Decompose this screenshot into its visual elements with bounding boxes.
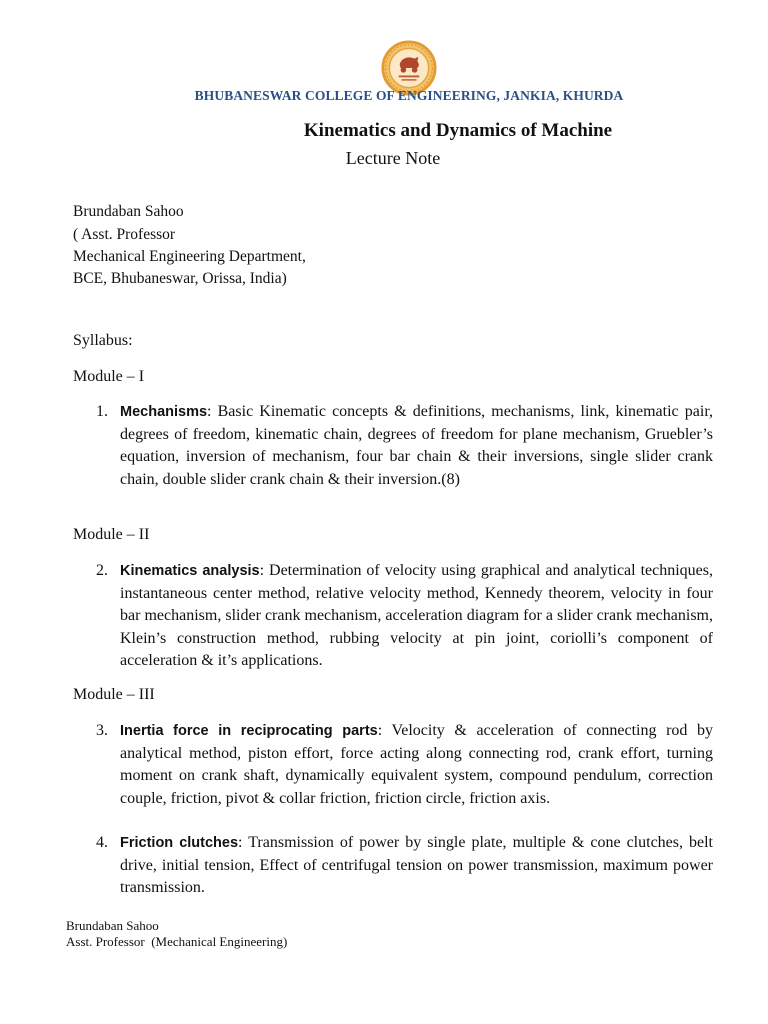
item-keyword: Friction clutches <box>120 835 239 851</box>
module-heading-1: Module – I <box>73 368 145 385</box>
footer-name: Brundaban Sahoo <box>66 918 159 933</box>
college-name: BHUBANESWAR COLLEGE OF ENGINEERING, JANKIA, KHURDA <box>194 88 624 103</box>
module-heading-2: Module – II <box>73 526 150 543</box>
item-number: 3. <box>96 722 108 739</box>
author-name: Brundaban Sahoo <box>73 203 184 220</box>
item-number: 2. <box>96 562 108 579</box>
footer-title: Asst. Professor (Mechanical Engineering) <box>66 934 288 949</box>
syllabus-item-3 <box>96 720 714 810</box>
syllabus-item-4 <box>96 832 714 900</box>
item-text: : Transmission of power by single plate, multiple & cone clutches, belt drive, initial tension, Effect of centrifugal tension on power transmission, maximum power transmission. <box>120 834 714 896</box>
item-keyword: Mechanisms <box>120 404 208 420</box>
syllabus-label: Syllabus: <box>73 332 133 349</box>
course-subtitle: Lecture Note <box>345 148 441 168</box>
item-keyword: Inertia force in reciprocating parts <box>120 723 378 739</box>
item-number: 4. <box>96 834 108 851</box>
course-title: Kinematics and Dynamics of Machine <box>303 120 613 141</box>
author-location: BCE, Bhubaneswar, Orissa, India) <box>73 270 287 287</box>
item-number: 1. <box>96 403 108 420</box>
item-text: : Velocity & acceleration of connecting rod by analytical method, piston effort, force acting along connecting rod, crank effort, turning moment on crank shaft, dynamically equivalent system, compound pendulum, correction couple, friction, pivot & collar friction, friction circle, friction axis. <box>120 722 714 807</box>
item-keyword: Kinematics analysis <box>120 563 260 579</box>
item-text: : Determination of velocity using graphical and analytical techniques, instantaneous center method, relative velocity method, Kennedy theorem, velocity in four bar mechanism, slider crank mechanism, acceleration diagram for a slider crank mechanism, Klein’s construction method, rubbing velocity at pin joint, coriolli’s component of acceleration & it’s applications. <box>120 562 713 669</box>
author-department: Mechanical Engineering Department, <box>73 248 306 265</box>
author-role: ( Asst. Professor <box>73 226 176 243</box>
syllabus-item-2 <box>96 560 713 673</box>
item-text: : Basic Kinematic concepts & definitions, mechanisms, link, kinematic pair, degrees of freedom, kinematic chain, degrees of freedom for plane mechanism, Gruebler’s equation, inversion of mechanism, four bar chain & their inversions, single slider crank chain, double slider crank chain & their inversion.(8) <box>120 403 713 488</box>
author-block <box>73 201 306 290</box>
module-heading-3: Module – III <box>73 686 155 703</box>
syllabus-item-1 <box>96 401 713 491</box>
page-footer <box>66 918 287 950</box>
